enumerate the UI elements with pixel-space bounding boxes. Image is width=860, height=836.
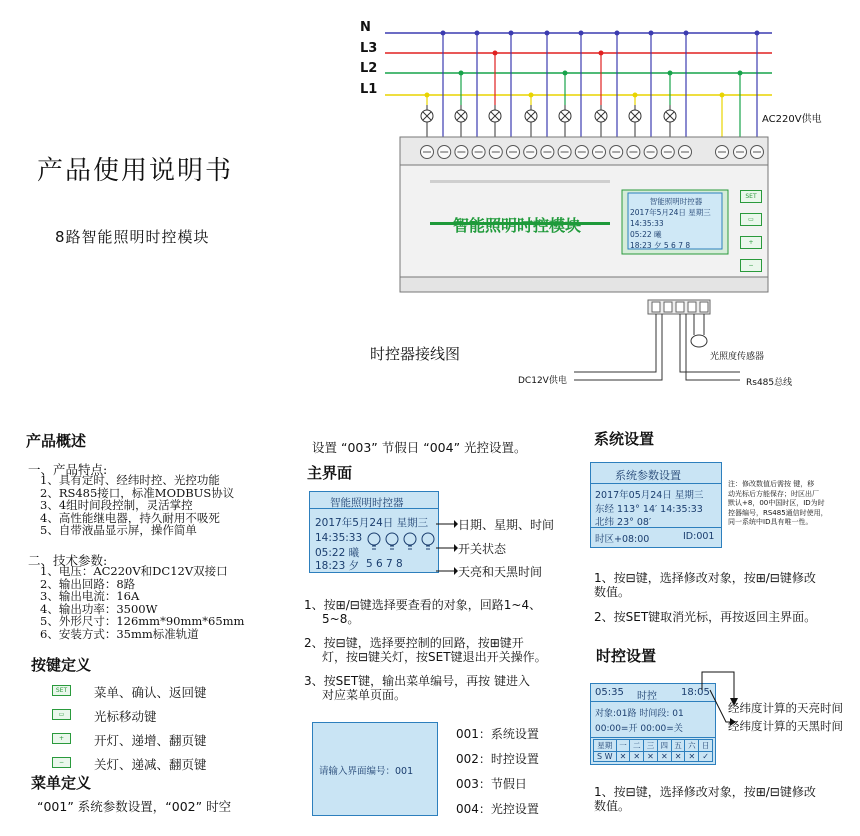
lcd-sunrise: 05:22 曦 xyxy=(315,547,360,559)
time-lcd-sunrise: 05:35 xyxy=(595,687,624,698)
minus-key-icon: − xyxy=(52,757,71,768)
junction-dot xyxy=(633,93,638,98)
sys-lcd-line1: 2017年05月24日 星期三 xyxy=(595,490,704,501)
week-grid xyxy=(593,739,713,761)
menu-code-item: 003：节假日 xyxy=(456,777,527,791)
param-item: 1、电压：AC220V和DC12V双接口 xyxy=(40,564,228,578)
junction-dot xyxy=(755,31,760,36)
day-off-icon: ✕ xyxy=(672,752,686,762)
time-lcd-object: 对象:01路 时间段: 01 xyxy=(595,709,684,719)
callout-sun: 天亮和天黑时间 xyxy=(458,565,543,579)
sys-lcd-timezone: 时区+08:00 xyxy=(595,534,650,545)
day-off-icon: ✕ xyxy=(658,752,672,762)
note-line: 默认+8，00中国时区，ID为时 xyxy=(728,499,825,507)
week-header-cell: 五 xyxy=(672,739,686,752)
line-label-l1: L1 xyxy=(360,81,378,97)
junction-dot xyxy=(649,31,654,36)
day-off-icon: ✕ xyxy=(630,752,644,762)
week-header-cell: 三 xyxy=(644,739,658,752)
key-def-text: 开灯、递增、翻页键 xyxy=(94,733,207,748)
callout-date: 日期、星期、时间 xyxy=(458,518,555,532)
junction-dot xyxy=(529,93,534,98)
junction-dot xyxy=(459,71,464,76)
cursor-key-icon: ▭ xyxy=(52,709,71,720)
main-screen-lcd xyxy=(309,491,439,573)
step-line: 3、按SET键，输出菜单编号，再按 键进入 xyxy=(304,674,530,688)
set-key-icon: SET xyxy=(52,685,71,696)
step-line: 1、按⊞/⊟键选择要查看的对象，回路1~4、 xyxy=(304,598,542,612)
module-lcd-date: 2017年5月24日 星期三 xyxy=(630,208,711,217)
menu-input-lcd xyxy=(312,722,438,816)
menu-def-line1: “001” 系统参数设置，“002” 时空 xyxy=(37,799,232,814)
sys-lcd-id: ID:001 xyxy=(683,531,715,542)
step-line: 2、按SET键取消光标，再按返回主界面。 xyxy=(594,610,817,624)
note-line: 控器编号，RS485通信时使用， xyxy=(728,508,828,517)
bulb-icons xyxy=(366,530,436,554)
system-settings-title: 系统设置 xyxy=(594,430,655,448)
callout-sunset: 经纬度计算的天黑时间 xyxy=(728,719,843,733)
junction-dot xyxy=(668,71,673,76)
callout-sunrise: 经纬度计算的天亮时间 xyxy=(728,701,843,715)
menu-def-title: 菜单定义 xyxy=(31,774,92,792)
manual-subtitle: 8路智能照明时控模块 xyxy=(55,228,210,246)
param-item: 2、输出回路：8路 xyxy=(40,576,136,591)
time-steps xyxy=(594,785,816,813)
lcd-time: 14:35:33 xyxy=(315,532,363,544)
module-lcd xyxy=(630,196,722,251)
module-lcd-sunset: 18:23 夕 xyxy=(630,241,662,250)
junction-dot xyxy=(738,71,743,76)
junction-dot xyxy=(425,93,430,98)
note-line: 动光标后方能保存；时区出厂 xyxy=(728,489,819,498)
line-label-l3: L3 xyxy=(360,40,378,56)
time-lcd-range: 00:00=开 00:00=关 xyxy=(595,724,683,734)
key-def-text: 光标移动键 xyxy=(94,709,157,724)
system-steps xyxy=(594,571,816,624)
week-header-cell: 四 xyxy=(658,739,672,752)
plus-key-icon: + xyxy=(52,733,71,744)
feature-item: 2、RS485接口，标准MODBUS协议 xyxy=(40,485,235,500)
menu-code-item: 004：光控设置 xyxy=(456,802,539,816)
sys-lcd-line3: 北纬 23° 08′ xyxy=(595,517,652,528)
system-settings-lcd xyxy=(590,462,722,548)
junction-dot xyxy=(545,31,550,36)
day-off-icon: ✕ xyxy=(617,752,631,762)
lcd-channels: 5 6 7 8 xyxy=(366,558,403,570)
param-item: 4、输出功率：3500W xyxy=(40,601,158,616)
lcd-title: 智能照明时控器 xyxy=(330,497,404,509)
step-line: 1、按⊟键，选择修改对象，按⊞/⊟键修改 xyxy=(594,571,816,585)
param-item: 3、输出电流：16A xyxy=(40,589,140,603)
week-header-cell: 一 xyxy=(617,739,631,752)
module-lcd-title: 智能照明时控器 xyxy=(649,197,703,206)
junction-dot xyxy=(720,93,725,98)
junction-dot xyxy=(684,31,689,36)
menu-codes xyxy=(456,722,539,822)
week-header-cell: 日 xyxy=(699,739,713,752)
lcd-date: 2017年5月24日 星期三 xyxy=(315,517,429,529)
key-def-text: 关灯、递减、翻页键 xyxy=(94,757,207,772)
step-line: 1、按⊟键，选择修改对象，按⊞/⊟键修改 xyxy=(594,785,816,799)
junction-dot xyxy=(475,31,480,36)
note-line: 注：修改数值后需按 键，移 xyxy=(728,480,815,488)
week-header-cell: 二 xyxy=(630,739,644,752)
time-lcd-sunset: 18:05 xyxy=(681,687,710,698)
sys-lcd-line2: 东经 113° 14′ 14:35:33 xyxy=(595,504,703,515)
junction-dot xyxy=(441,31,446,36)
features-list xyxy=(40,474,234,537)
main-screen-title: 主界面 xyxy=(307,464,353,482)
module-keys xyxy=(740,190,762,272)
lcd-sunset: 18:23 夕 xyxy=(315,560,360,572)
features-heading: 一、产品特点: xyxy=(28,462,108,477)
module-lcd-channels: 5 6 7 8 xyxy=(663,241,691,250)
param-item: 5、外形尺寸：126mm*90mm*65mm xyxy=(40,614,245,628)
junction-dot xyxy=(563,71,568,76)
feature-item: 1、具有定时、经纬时控、光控功能 xyxy=(40,473,220,487)
step-line: 5~8。 xyxy=(322,612,360,626)
callout-arrows xyxy=(436,515,458,575)
week-header-cell: 六 xyxy=(685,739,699,752)
day-on-icon: ✓ xyxy=(699,752,713,762)
junction-dot xyxy=(599,51,604,56)
step-line: 数值。 xyxy=(594,585,631,599)
day-off-icon: ✕ xyxy=(685,752,699,762)
junction-dot xyxy=(493,51,498,56)
wiring-caption: 时控器接线图 xyxy=(370,345,461,363)
cursor-key[interactable]: ▭ xyxy=(740,213,762,226)
time-lcd-mode: 时控 xyxy=(637,691,657,702)
key-def-text: 菜单、确认、返回键 xyxy=(94,685,207,700)
menu-code-item: 001：系统设置 xyxy=(456,727,539,741)
manual-title: 产品使用说明书 xyxy=(37,156,234,186)
step-line: 对应菜单页面。 xyxy=(322,688,407,702)
line-label-n: N xyxy=(360,20,371,35)
params-heading: 二、技术参数: xyxy=(28,553,108,568)
params-list xyxy=(40,565,244,640)
set-key[interactable]: SET xyxy=(740,190,762,203)
plus-key[interactable]: + xyxy=(740,236,762,249)
module-lcd-time: 14:35:33 xyxy=(630,219,664,228)
week-sub-cell: S W xyxy=(593,752,617,762)
supply-label: AC220V供电 xyxy=(762,114,822,125)
menu-code-item: 002：时控设置 xyxy=(456,752,539,766)
sensor-label: 光照度传感器 xyxy=(710,352,765,362)
time-settings-title: 时控设置 xyxy=(596,647,657,665)
junction-dot xyxy=(615,31,620,36)
step-line: 2、按⊟键，选择要控制的回路，按⊞键开 xyxy=(304,636,524,650)
minus-key[interactable]: − xyxy=(740,259,762,272)
junction-dot xyxy=(579,31,584,36)
note-line: 同一系统中ID具有唯一性。 xyxy=(728,518,813,526)
feature-item: 3、4组时间段控制，灵活掌控 xyxy=(40,498,193,512)
feature-item: 5、自带液晶显示屏，操作简单 xyxy=(40,523,197,537)
dc-label: DC12V供电 xyxy=(518,376,567,386)
day-off-icon: ✕ xyxy=(644,752,658,762)
sys-lcd-title: 系统参数设置 xyxy=(615,469,681,482)
step-line: 灯，按⊟键关灯，按SET键退出开关操作。 xyxy=(322,650,547,664)
keys-title: 按键定义 xyxy=(31,656,92,674)
feature-item: 4、高性能继电器，持久耐用不吸死 xyxy=(40,510,220,525)
line-label-l2: L2 xyxy=(360,61,378,76)
junction-dot xyxy=(509,31,514,36)
week-header-cell: 星期 xyxy=(593,739,617,752)
menu-def-line2: 设置 “003” 节假日 “004” 光控设置。 xyxy=(312,440,527,455)
param-item: 6、安装方式：35mm标准轨道 xyxy=(40,626,199,641)
system-note xyxy=(728,480,828,528)
step-line: 数值。 xyxy=(594,799,631,813)
rs485-label: Rs485总线 xyxy=(746,378,793,388)
callout-switch: 开关状态 xyxy=(458,542,507,556)
line-labels xyxy=(360,18,377,100)
module-lcd-sunrise: 05:22 曦 xyxy=(630,230,662,239)
overview-title: 产品概述 xyxy=(26,432,87,450)
menu-input-text: 请输入界面编号：001 xyxy=(319,766,414,777)
main-steps xyxy=(304,598,547,702)
module-name: 智能照明时控模块 xyxy=(453,216,582,235)
time-settings-lcd xyxy=(590,683,716,765)
